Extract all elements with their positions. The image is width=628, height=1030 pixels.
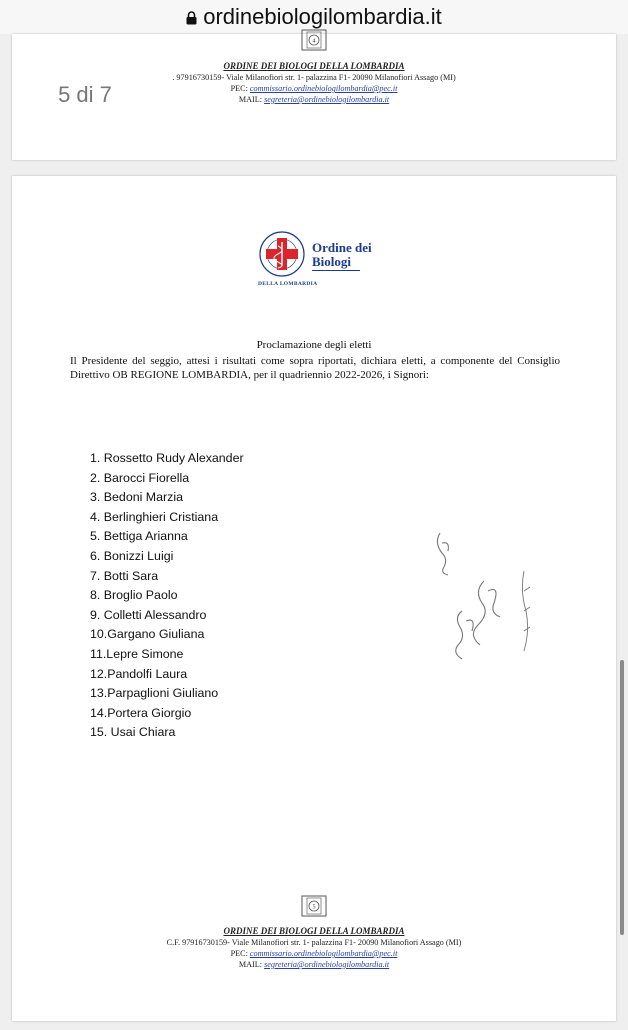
page-footer: [12, 926, 616, 970]
elected-item: 4. Berlinghieri Cristiana: [90, 509, 219, 524]
elected-item: 6. Bonizzi Luigi: [90, 548, 174, 563]
handwritten-signatures: [432, 531, 542, 671]
proclamation-text: Il Presidente del seggio, attesi i risultati come sopra riportati, dichiara eletti, a componente del Consiglio Direttivo OB REGIONE LOMBARDIA, per il quadriennio 2022-2026, i Signori:: [70, 355, 560, 381]
footer-pec-link[interactable]: commissario.ordinebiologilombardia@pec.it: [249, 84, 398, 93]
elected-item: 9. Colletti Alessandro: [90, 607, 207, 622]
footer-address: . 97916730159- Viale Milanofiori str. 1- palazzina F1- 20090 Milanofiori Assago (MI): [172, 73, 456, 82]
elected-item: 1. Rossetto Rudy Alexander: [90, 451, 244, 465]
elected-item: 11.Lepre Simone: [90, 646, 184, 661]
elected-item: 14.Portera Giorgio: [90, 705, 192, 720]
url-text: ordinebiologilombardia.it: [203, 4, 442, 29]
elected-item: 8. Broglio Paolo: [90, 588, 178, 603]
elected-item: 5. Bettiga Arianna: [90, 529, 188, 544]
logo-underline: [312, 270, 360, 271]
seal-number: 4: [312, 38, 316, 45]
footer-pec-label: PEC:: [230, 949, 248, 958]
seal-number: 5: [312, 904, 316, 911]
logo-line-1: Ordine dei: [312, 240, 372, 255]
footer-mail-link[interactable]: segreteria@ordinebiologilombardia.it: [264, 95, 390, 104]
footer-mail-link[interactable]: segreteria@ordinebiologilombardia.it: [264, 960, 390, 969]
lock-icon: [186, 11, 197, 25]
elected-item: 15. Usai Chiara: [90, 725, 176, 740]
logo-line-2: Biologi: [312, 254, 352, 269]
footer-mail-label: MAIL:: [238, 960, 263, 969]
footer-org: ORDINE DEI BIOLOGI DELLA LOMBARDIA: [223, 926, 405, 936]
elected-item: 12.Pandolfi Laura: [90, 666, 188, 681]
vertical-scrollbar[interactable]: [620, 660, 624, 935]
logo-subtitle: DELLA LOMBARDIA: [258, 281, 318, 287]
footer-mail-label: MAIL:: [238, 95, 263, 104]
footer-org: ORDINE DEI BIOLOGI DELLA LOMBARDIA: [223, 61, 405, 71]
elected-item: 3. Bedoni Marzia: [90, 490, 183, 505]
footer-pec-label: PEC:: [230, 84, 248, 93]
page-indicator: 5 di 7: [42, 76, 128, 114]
elected-item: 10.Gargano Giuliana: [90, 627, 205, 642]
footer-pec-link[interactable]: commissario.ordinebiologilombardia@pec.it: [249, 949, 398, 958]
footer-pec-line: [12, 948, 616, 959]
pdf-page-5: [12, 176, 616, 1021]
elected-list: [90, 449, 244, 743]
elected-item: 2. Barocci Fiorella: [90, 470, 190, 485]
elected-item: 7. Botti Sara: [90, 568, 159, 583]
footer-address: C.F. 97916730159- Viale Milanofiori str. 1- palazzina F1- 20090 Milanofiori Assago (MI): [166, 938, 462, 947]
proclamation-title: Proclamazione degli eletti: [256, 339, 372, 351]
elected-item: 13.Parpaglioni Giuliano: [90, 686, 219, 701]
seal-icon: [300, 28, 328, 52]
footer-mail-line: [12, 959, 616, 970]
seal-icon: [300, 894, 328, 918]
